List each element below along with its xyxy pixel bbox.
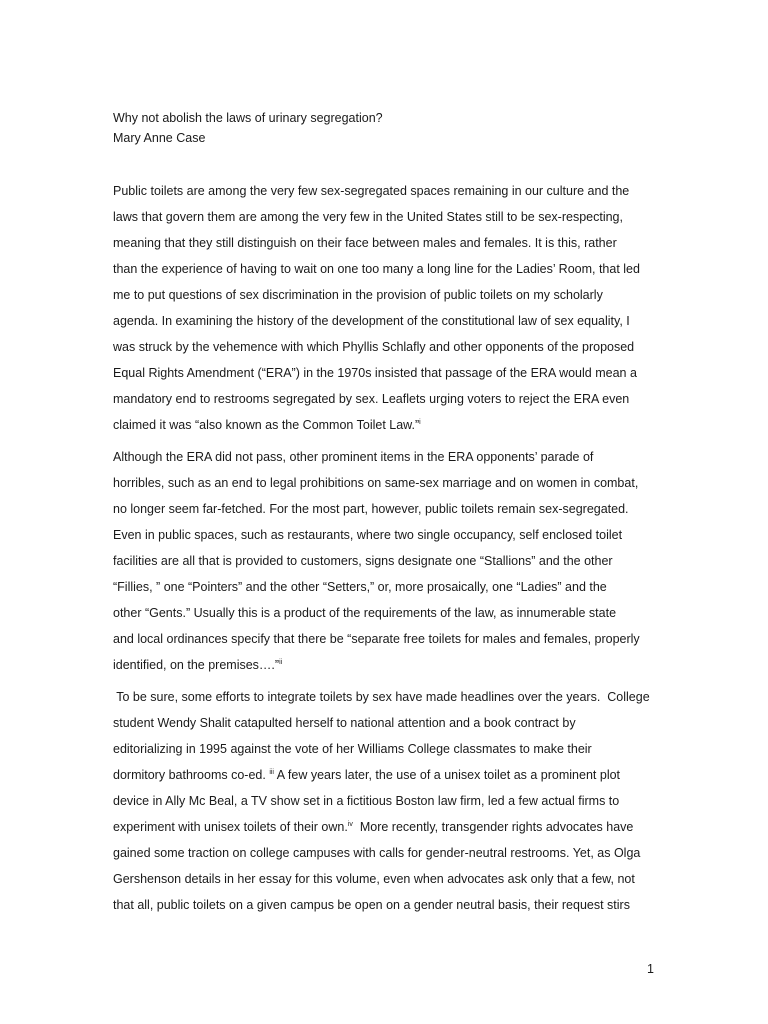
document-body <box>113 178 673 918</box>
text-line: agenda. In examining the history of the development of the constitutional law of sex equality, I <box>113 314 630 328</box>
text-line: mandatory end to restrooms segregated by sex. Leaflets urging voters to reject the ERA even <box>113 392 630 406</box>
text-line: To be sure, some efforts to integrate toilets by sex have made headlines over the years. College <box>113 690 650 704</box>
text-line: that all, public toilets on a given campus be open on a gender neutral basis, their request stirs <box>113 898 630 912</box>
text-line: other “Gents.” Usually this is a product of the requirements of the law, as innumerable state <box>113 606 617 620</box>
text-line: device in Ally Mc Beal, a TV show set in a fictitious Boston law firm, led a few actual firms to <box>113 794 620 808</box>
text-line <box>113 762 673 788</box>
paragraph-3 <box>113 684 673 918</box>
page-number: 1 <box>647 962 654 976</box>
text-line: no longer seem far-fetched. For the most part, however, public toilets remain sex-segregated. <box>113 502 629 516</box>
text-line: student Wendy Shalit catapulted herself to national attention and a book contract by <box>113 716 576 730</box>
text-line: and local ordinances specify that there be “separate free toilets for males and females, properly <box>113 632 640 646</box>
document-author: Mary Anne Case <box>113 131 206 145</box>
text-line: “Fillies, ” one “Pointers” and the other “Setters,” or, more prosaically, one “Ladies” and the <box>113 580 607 594</box>
text-line: Gershenson details in her essay for this volume, even when advocates ask only that a few, not <box>113 872 635 886</box>
text-line: Although the ERA did not pass, other prominent items in the ERA opponents’ parade of <box>113 450 594 464</box>
text-line: than the experience of having to wait on one too many a long line for the Ladies’ Room, that led <box>113 262 640 276</box>
text-line: laws that govern them are among the very few in the United States still to be sex-respecting, <box>113 210 623 224</box>
endnote-marker[interactable]: i <box>419 419 421 426</box>
text-line: Equal Rights Amendment (“ERA”) in the 1970s insisted that passage of the ERA would mean a <box>113 366 637 380</box>
text-line: me to put questions of sex discrimination in the provision of public toilets on my scholarly <box>113 288 603 302</box>
text-line-content: dormitory bathrooms co-ed. <box>113 768 270 782</box>
document-header <box>113 108 673 148</box>
text-line: Public toilets are among the very few sex-segregated spaces remaining in our culture and the <box>113 184 630 198</box>
text-line: meaning that they still distinguish on their face between males and females. It is this, rather <box>113 236 617 250</box>
paragraph-2 <box>113 444 673 678</box>
text-line <box>113 652 673 678</box>
text-line-content: More recently, transgender rights advocates have <box>352 820 634 834</box>
endnote-marker[interactable]: iii <box>269 769 274 776</box>
text-line-content: experiment with unisex toilets of their own. <box>113 820 348 834</box>
text-line: horribles, such as an end to legal prohibitions on same-sex marriage and on women in combat, <box>113 476 639 490</box>
text-line: was struck by the vehemence with which Phyllis Schlafly and other opponents of the proposed <box>113 340 635 354</box>
text-line <box>113 412 673 438</box>
text-line-content: A few years later, the use of a unisex toilet as a prominent plot <box>273 768 621 782</box>
endnote-marker[interactable]: ii <box>279 659 283 666</box>
text-line: Even in public spaces, such as restaurants, where two single occupancy, self enclosed toilet <box>113 528 623 542</box>
text-line-content: identified, on the premises….” <box>113 658 280 672</box>
text-line <box>113 814 673 840</box>
document-title: Why not abolish the laws of urinary segregation? <box>113 111 383 125</box>
text-line: editorializing in 1995 against the vote of her Williams College classmates to make their <box>113 742 592 756</box>
text-line: facilities are all that is provided to customers, signs designate one “Stallions” and the other <box>113 554 613 568</box>
text-line-content: claimed it was “also known as the Common Toilet Law.” <box>113 418 420 432</box>
text-line: gained some traction on college campuses with calls for gender-neutral restrooms. Yet, as Olga <box>113 846 641 860</box>
endnote-marker[interactable]: iv <box>347 821 353 828</box>
paragraph-1 <box>113 178 673 438</box>
